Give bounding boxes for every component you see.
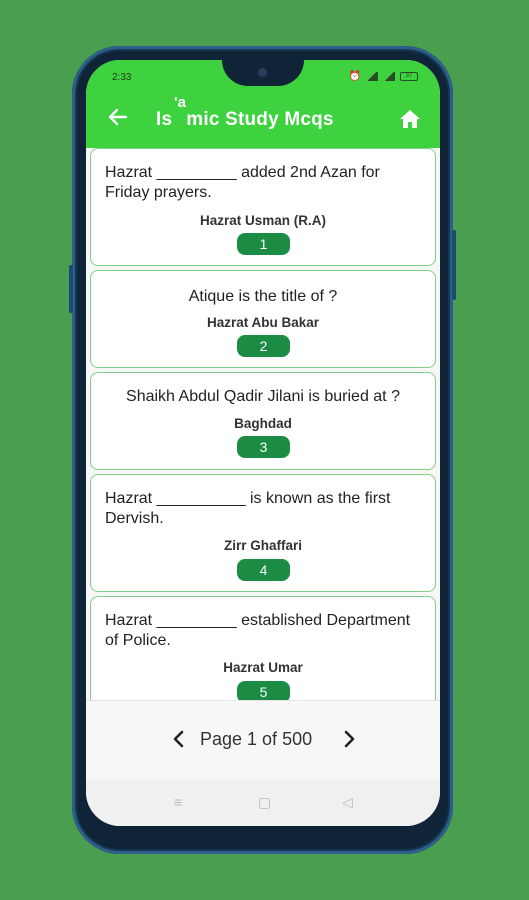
arrow-left-icon[interactable] [104,106,132,134]
signal-icon [366,72,378,81]
answer-text: Hazrat Usman (R.A) [199,213,327,228]
question-text: Hazrat _________ added 2nd Azan for Friday prayers. [105,164,380,201]
system-nav-bar [86,780,440,826]
front-camera [258,68,267,77]
question-card-5[interactable] [90,596,436,714]
status-time: 2:33 [112,72,132,83]
menu-icon[interactable]: ≡ [174,794,183,810]
question-text: Hazrat __________ is known as the first Dervish. [105,490,391,527]
title-stray-glyph: 'a [174,94,186,111]
chevron-left-icon[interactable] [172,728,186,754]
question-text: Hazrat _________ established Department of Police. [105,612,411,649]
signal-icon-2 [383,72,395,81]
answer-text: Hazrat Umar [223,660,303,675]
question-card-3[interactable] [90,372,436,470]
home-icon[interactable] [398,107,424,133]
battery-icon: 37 [400,72,418,81]
volume-button [69,265,73,313]
question-number-badge: 3 [237,436,290,458]
pagination-bar [86,700,440,780]
page-indicator: Page 1 of 500 [200,729,313,749]
question-text: Atique is the title of ? [188,288,338,305]
question-card-1[interactable] [90,148,436,266]
question-card-2[interactable] [90,270,436,368]
question-text: Shaikh Abdul Qadir Jilani is buried at ? [126,388,400,405]
page-title [156,109,334,131]
home-square-icon[interactable]: ▢ [258,794,272,810]
title-left: Is [156,109,173,130]
answer-text: Hazrat Abu Bakar [206,315,320,330]
back-triangle-icon[interactable]: ◁ [342,794,353,810]
question-number-badge: 1 [237,233,290,255]
chevron-right-icon[interactable] [342,728,356,754]
question-number-badge: 4 [237,559,290,581]
question-number-badge: 5 [237,681,290,703]
screen [86,60,440,826]
answer-text: Zirr Ghaffari [223,538,302,553]
power-button [452,230,456,300]
alarm-icon: ⏰ [348,71,361,82]
question-card-4[interactable] [90,474,436,592]
question-number-badge: 2 [237,335,290,357]
status-icons [349,71,418,82]
answer-text: Baghdad [234,416,292,431]
app-bar [86,94,440,148]
title-right: mic Study Mcqs [186,109,334,130]
